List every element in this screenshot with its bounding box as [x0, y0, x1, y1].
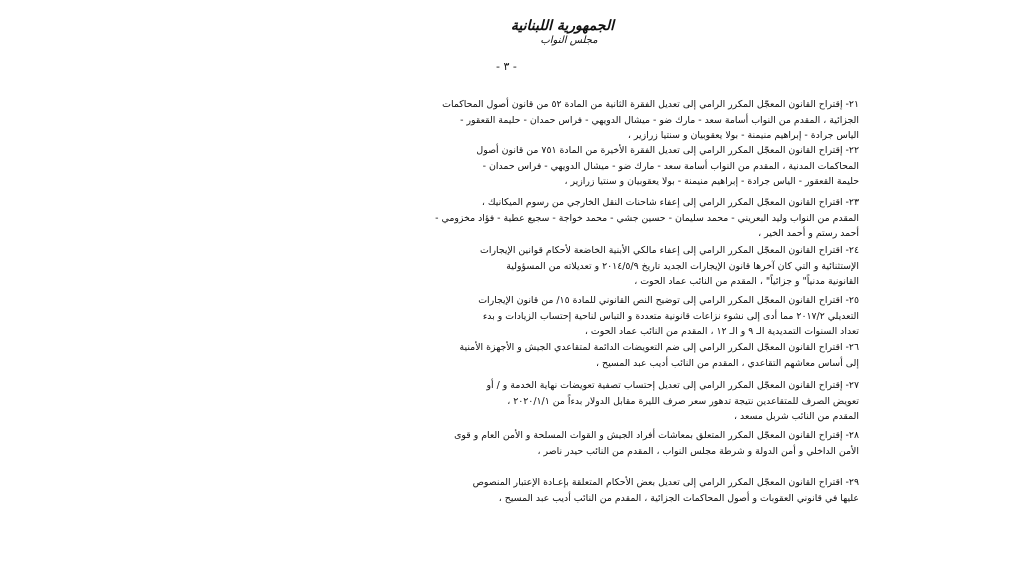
- item-line: ٢٤- اقتراح القانون المعجّل المكرر الرامي إلى إعفاء مالكي الأبنية الخاضعة لأحكام قوانين الإيجارات: [480, 245, 859, 256]
- item-line: القانونية مدنياً" و جزائياً" ، المقدم من النائب عماد الحوت ،: [634, 276, 859, 287]
- item-line: ٢٨- إقتراح القانون المعجّل المكرر المتعلق بمعاشات أفراد الجيش و القوات المسلحة و الأمن العام و قوى: [454, 430, 859, 441]
- item-line: ٢٣- اقتراح القانون المعجّل المكرر الرامي إلى إعفاء شاحنات النقل الخارجي من رسوم الميكانيك ،: [481, 197, 859, 208]
- list-item-28: [339, 428, 859, 459]
- page-number: - ٣ -: [496, 60, 517, 73]
- item-line: تعداد السنوات التمديدية الـ ٩ و الـ ١٢ ، المقدم من النائب عماد الحوت ،: [584, 326, 859, 337]
- item-line: ٢٩- اقتراح القانون المعجّل المكرر الرامي إلى تعديل بعض الأحكام المتعلقة بإعـادة الإعتبار المنصوص: [472, 477, 859, 488]
- list-item-25: [339, 293, 859, 340]
- item-line: المقدم من النائب شربل مسعد ،: [734, 411, 859, 422]
- letterhead: [510, 18, 614, 47]
- item-line: ٢١- إقتراح القانون المعجّل المكرر الرامي إلى تعديل الفقرة الثانية من المادة ٥٢ من قانون أصول المحاكمات: [442, 99, 859, 110]
- item-line: التعديلي ٢٠١٧/٢ مما أدى إلى نشوء نزاعات قانونية متعددة و التباس لناحية إحتساب الزيادات و بدء: [482, 310, 859, 322]
- item-line: حليمة القعقور - الياس جرادة - إبراهيم منيمنة - بولا يعقوبيان و سنتيا زرازير ،: [564, 176, 859, 187]
- item-line: ٢٢- إقتراح القانون المعجّل المكرر الرامي إلى تعديل الفقرة الأخيرة من المادة ٧٥١ من قانون أصول: [476, 145, 859, 156]
- item-line: ٢٦- اقتراح القانون المعجّل المكرر الرامي إلى ضم التعويضات الدائمة لمتقاعدي الجيش و الأجهزة الأمنية: [459, 342, 859, 353]
- letterhead-title: الجمهورية اللبنانية: [510, 18, 614, 34]
- letterhead-subtitle: مجلس النواب: [540, 35, 598, 46]
- list-item-26: [339, 340, 859, 371]
- item-line: المقدم من النواب وليد البعريني - محمد سليمان - حسين جشي - محمد خواجة - سجيع عطية - فؤاد مخزومي -: [435, 212, 859, 224]
- item-line: أحمد رستم و أحمد الخير ،: [758, 228, 859, 239]
- list-item-24: [339, 243, 859, 290]
- item-line: المحاكمات المدنية ، المقدم من النواب أسامة سعد - مارك ضو - ميشال الدويهي - فراس حمدان -: [482, 160, 859, 172]
- item-line: ٢٥- اقتراح القانون المعجّل المكرر الرامي إلى توضيح النص القانوني للمادة ١٥/ من قانون الإيجارات: [478, 295, 859, 306]
- item-line: الجزائية ، المقدم من النواب أسامة سعد - مارك ضو - ميشال الدويهي - فراس حمدان - حليمة القعقور -: [460, 114, 859, 126]
- item-line: الإستثنائية و التي كان آخرها قانون الإيجارات الجديد تاريخ ٢٠١٤/٥/٩ و تعديلاته من المسؤولية: [506, 260, 859, 272]
- list-item-22: [339, 143, 859, 190]
- item-line: تعويض الصرف للمتقاعدين نتيجة تدهور سعر صرف الليرة مقابل الدولار بدءاً من ٢٠٢٠/١/١ ،: [507, 395, 859, 407]
- list-item-29: [339, 475, 859, 506]
- list-item-21: [339, 97, 859, 144]
- item-line: ٢٧- إقتراح القانون المعجّل المكرر الرامي إلى تعديل إحتساب تصفية تعويضات نهاية الخدمة و / أو: [486, 380, 859, 391]
- item-line: إلى أساس معاشهم التقاعدي ، المقدم من النائب أديب عبد المسيح ،: [596, 357, 859, 369]
- item-line: عليها في قانوني العقوبات و أصول المحاكمات الجزائية ، المقدم من النائب أديب عبد المسيح ،: [498, 492, 859, 504]
- list-item-27: [339, 378, 859, 425]
- item-line: الأمن الداخلي و أمن الدولة و شرطة مجلس النواب ، المقدم من النائب حيدر ناصر ،: [537, 445, 859, 457]
- list-item-23: [339, 195, 859, 242]
- item-line: الياس جرادة - إبراهيم منيمنة - بولا يعقوبيان و سنتيا زرازير ،: [627, 130, 859, 141]
